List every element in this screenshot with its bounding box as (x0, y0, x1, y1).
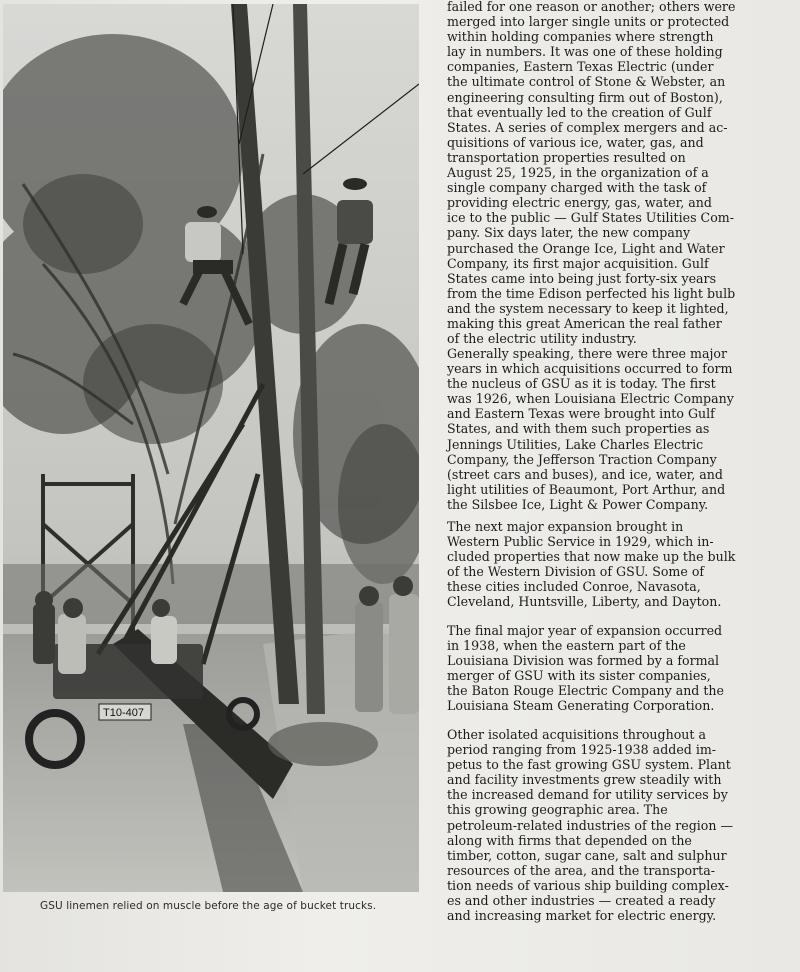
paragraph-1938-expansion (447, 623, 724, 714)
text-line: (street cars and buses), and ice, water, and (447, 466, 723, 482)
text-line: was 1926, when Louisiana Electric Company (447, 391, 734, 407)
text-line: this growing geographic area. The (447, 802, 668, 818)
text-line: the Baton Rouge Electric Company and the (447, 683, 725, 699)
photo-caption: GSU linemen relied on muscle before the age of bucket trucks. (40, 900, 377, 912)
text-line: of the Western Division of GSU. Some of (447, 564, 705, 580)
text-line: petus to the fast growing GSU system. Plant (447, 757, 731, 773)
text-line: tion needs of various ship building complex- (447, 877, 729, 893)
text-line: that eventually led to the creation of Gulf (447, 104, 712, 120)
text-line: August 25, 1925, in the organization of a (447, 165, 709, 181)
text-line: merger of GSU with its sister companies, (447, 668, 711, 684)
text-line: the Silsbee Ice, Light & Power Company. (447, 496, 709, 512)
text-line: companies, Eastern Texas Electric (under (447, 59, 714, 75)
text-line: period ranging from 1925-1938 added im- (447, 742, 717, 758)
paragraph-holding-companies (447, 0, 735, 346)
text-line: making this great American the real father (447, 315, 722, 331)
text-line: the increased demand for utility services by (447, 787, 728, 803)
historic-photo-linemen (3, 4, 419, 892)
text-line: Western Public Service in 1929, which in- (447, 534, 714, 550)
text-line: The next major expansion brought in (447, 519, 684, 534)
truck-plate: T10-407 (103, 707, 144, 719)
text-line: ice to the public — Gulf States Utilities Com- (447, 210, 734, 226)
text-line: petroleum-related industries of the region — (447, 817, 734, 833)
text-line: Company, the Jefferson Traction Company (447, 451, 717, 467)
text-line: States came into being just forty-six years (447, 270, 717, 286)
text-line: failed for one reason or another; others were (447, 0, 736, 14)
photo-illustration (3, 4, 419, 892)
text-line: within holding companies where strength (447, 29, 714, 45)
text-line: and facility investments grew steadily with (447, 772, 722, 788)
text-line: quisitions of various ice, water, gas, and (447, 134, 704, 150)
text-line: Jennings Utilities, Lake Charles Electric (447, 436, 704, 452)
text-line: es and other industries — created a ready (447, 893, 716, 909)
text-line: timber, cotton, sugar cane, salt and sulphur (447, 847, 727, 863)
text-line: engineering consulting firm out of Boston), (447, 89, 723, 105)
text-line: The final major year of expansion occurred (447, 623, 723, 638)
text-line: cluded properties that now make up the bulk (447, 549, 736, 565)
text-line: and increasing market for electric energy. (447, 908, 717, 924)
text-line: Other isolated acquisitions throughout a (447, 727, 706, 742)
text-line: these cities included Conroe, Navasota, (447, 579, 701, 595)
text-line: providing electric energy, gas, water, and (447, 195, 712, 211)
paragraph-1929-expansion (447, 519, 735, 610)
text-line: single company charged with the task of (447, 180, 707, 196)
paragraph-other-acquisitions (447, 727, 733, 923)
text-line: in 1938, when the eastern part of the (447, 638, 686, 654)
text-line: purchased the Orange Ice, Light and Water (447, 240, 725, 256)
text-line: States. A series of complex mergers and ac- (447, 119, 728, 135)
text-line: and Eastern Texas were brought into Gulf (447, 406, 715, 422)
text-line: light utilities of Beaumont, Port Arthur, and (447, 481, 726, 497)
text-line: Company, its first major acquisition. Gulf (447, 255, 709, 271)
text-line: and the system necessary to keep it lighted, (447, 300, 729, 316)
text-line: along with firms that depended on the (447, 832, 692, 848)
text-line: Louisiana Steam Generating Corporation. (447, 698, 715, 714)
text-line: years in which acquisitions occurred to form (447, 361, 733, 377)
text-line: States, and with them such properties as (447, 421, 710, 437)
text-line: Louisiana Division was formed by a formal (447, 653, 720, 669)
text-line: the nucleus of GSU as it is today. The first (447, 376, 716, 392)
text-line: lay in numbers. It was one of these holding (447, 44, 723, 60)
text-line: resources of the area, and the transporta- (447, 862, 715, 878)
text-line: Cleveland, Huntsville, Liberty, and Dayton. (447, 594, 722, 610)
text-line: transportation properties resulted on (447, 149, 686, 165)
text-line: from the time Edison perfected his light bulb (447, 285, 736, 301)
text-line: of the electric utility industry. (447, 331, 637, 347)
text-line: merged into larger single units or protected (447, 14, 730, 30)
text-line: pany. Six days later, the new company (447, 225, 691, 241)
paragraph-three-major-years (447, 346, 734, 512)
text-line: Generally speaking, there were three major (447, 346, 727, 361)
text-line: the ultimate control of Stone & Webster, an (447, 74, 726, 90)
